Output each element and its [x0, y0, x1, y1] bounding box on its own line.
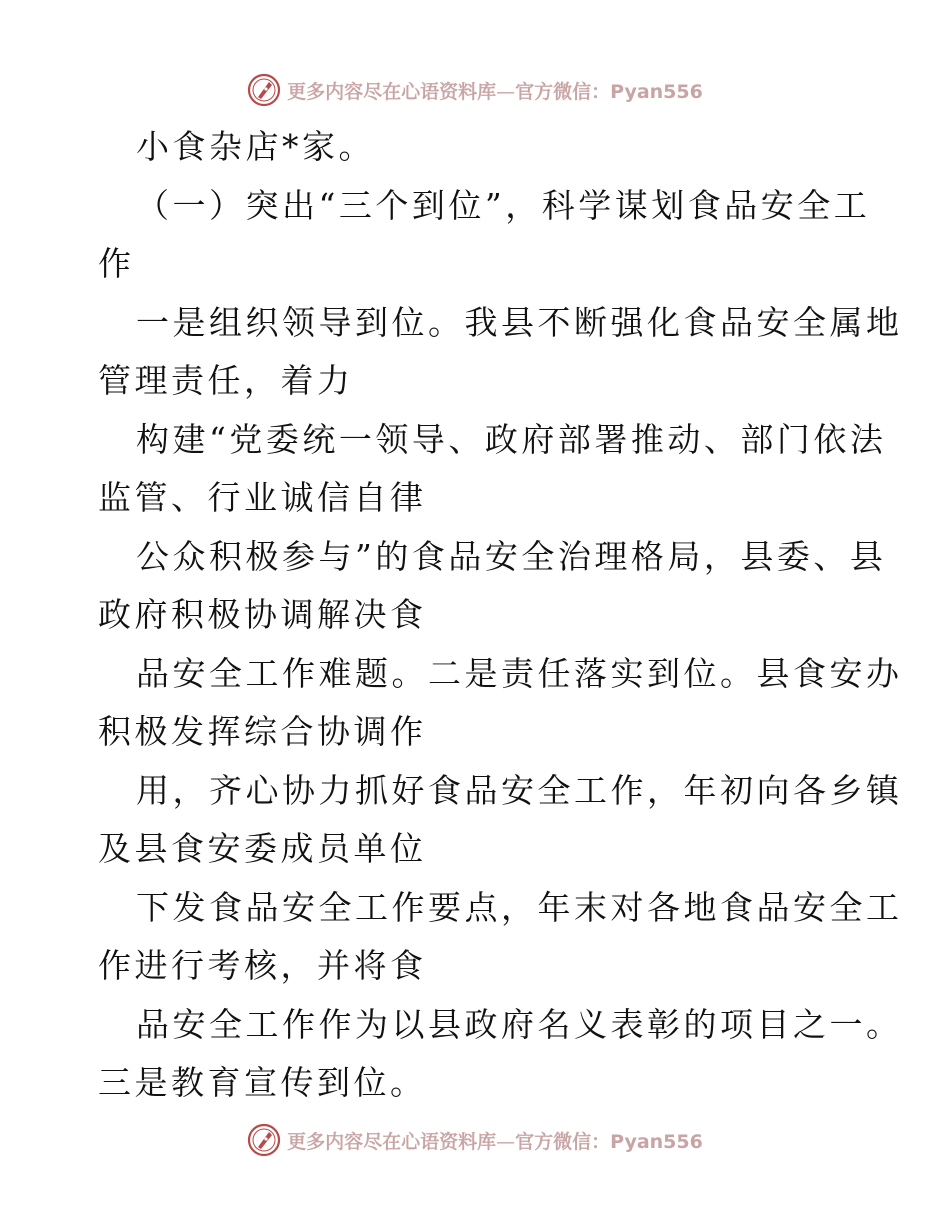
watermark-wechat: 官方微信：Pyan556 — [515, 80, 703, 103]
header-watermark — [247, 73, 703, 107]
paragraph-line: 三是教育宣传到位。 — [98, 1063, 427, 1102]
watermark-text: 更多内容尽在心语资料库 — [287, 80, 497, 103]
paragraph-line: 监管、行业诚信自律 — [98, 478, 427, 517]
paragraph-line: 政府积极协调解决食 — [98, 595, 427, 634]
section-heading-line: 作 — [98, 244, 135, 283]
paragraph-line: 用，齐心协力抓好食品安全工作，年初向各乡镇 — [136, 770, 903, 810]
paragraph-line: 积极发挥综合协调作 — [98, 712, 427, 751]
paragraph-line: 作进行考核，并将食 — [98, 946, 427, 985]
watermark-text: 更多内容尽在心语资料库 — [287, 1130, 497, 1153]
paragraph-line: 公众积极参与”的食品安全治理格局，县委、县 — [136, 536, 887, 576]
paragraph-line: 管理责任，着力 — [98, 361, 354, 400]
paragraph-line: 品安全工作作为以县政府名义表彰的项目之一。 — [136, 1004, 903, 1044]
paragraph-line: 小食杂店*家。 — [136, 127, 375, 166]
pen-nib-icon — [247, 1123, 281, 1157]
watermark-wechat: 官方微信：Pyan556 — [515, 1130, 703, 1153]
footer-watermark-banner — [0, 1120, 950, 1160]
watermark-dash: — — [496, 80, 516, 103]
paragraph-line: 品安全工作难题。二是责任落实到位。县食安办 — [136, 653, 903, 693]
pen-nib-icon — [247, 73, 281, 107]
footer-watermark — [247, 1123, 703, 1157]
paragraph-line: 一是组织领导到位。我县不断强化食品安全属地 — [136, 302, 903, 342]
header-watermark-banner — [0, 70, 950, 110]
paragraph-line: 下发食品安全工作要点，年末对各地食品安全工 — [136, 887, 903, 927]
paragraph-line: 构建“党委统一领导、政府部署推动、部门依法 — [136, 419, 887, 459]
section-heading-line: （一）突出“三个到位”，科学谋划食品安全工 — [136, 185, 871, 225]
document-body — [98, 118, 903, 1113]
paragraph-line: 及县食安委成员单位 — [98, 829, 427, 868]
watermark-dash: — — [496, 1130, 516, 1153]
